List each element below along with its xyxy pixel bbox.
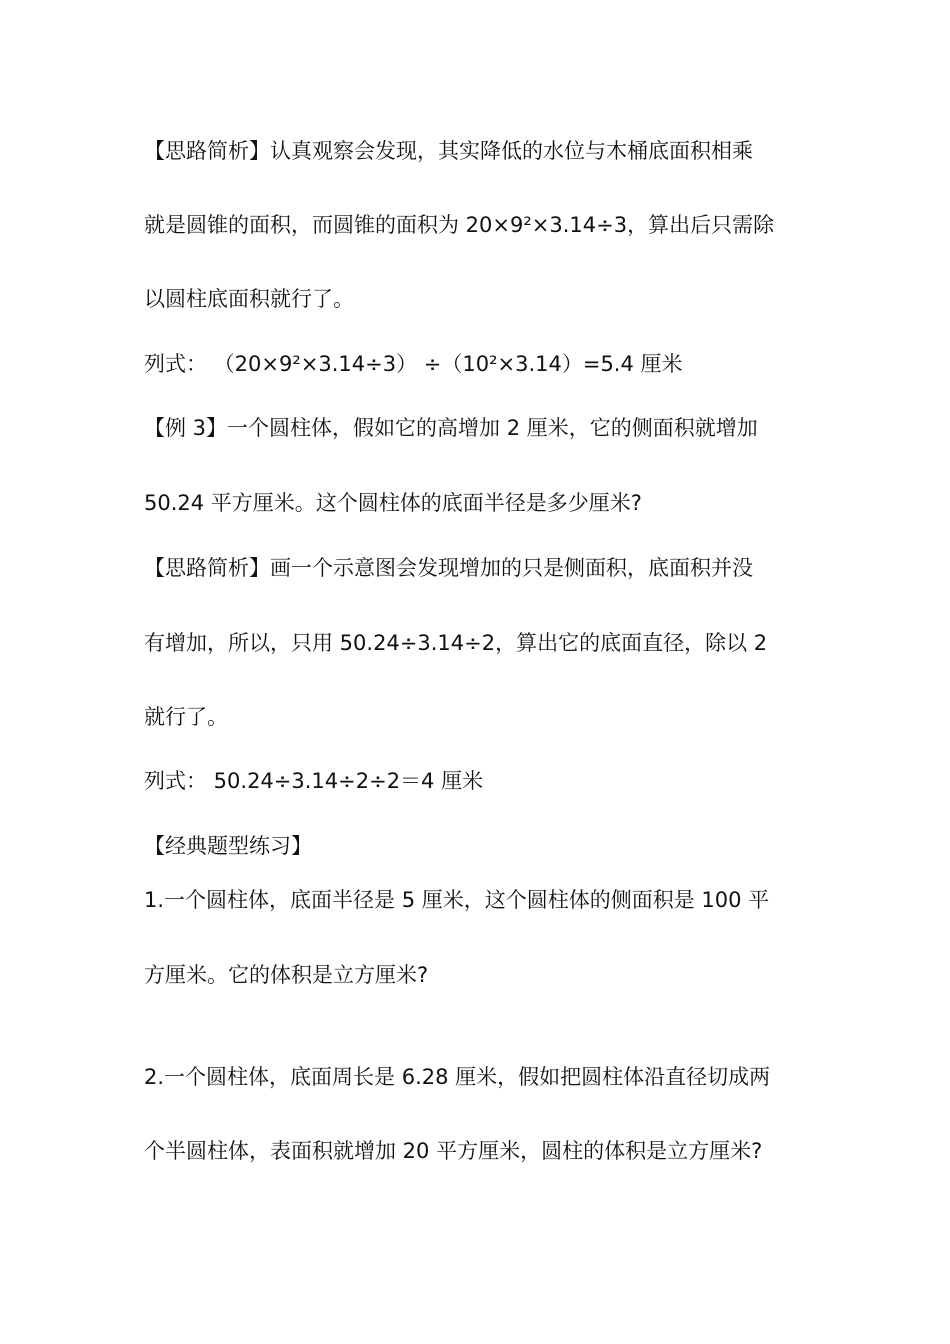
practice-1-line-1: 1.一个圆柱体，底面半径是 5 厘米，这个圆柱体的侧面积是 100 平 xyxy=(144,888,770,912)
practice-heading: 【经典题型练习】 xyxy=(144,834,312,858)
practice-1-line-2: 方厘米。它的体积是立方厘米? xyxy=(144,963,429,987)
analysis-2-line-3: 就行了。 xyxy=(144,705,228,729)
analysis-2-line-2: 有增加，所以，只用 50.24÷3.14÷2，算出它的底面直径，除以 2 xyxy=(144,631,768,655)
example-3-line-1: 【例 3】一个圆柱体，假如它的高增加 2 厘米，它的侧面积就增加 xyxy=(144,416,758,440)
formula-line-2: 列式： 50.24÷3.14÷2÷2＝4 厘米 xyxy=(144,769,484,793)
analysis-line-1: 【思路简析】认真观察会发现，其实降低的水位与木桶底面积相乘 xyxy=(144,139,753,163)
formula-line-1: 列式： （20×9²×3.14÷3） ÷（10²×3.14）=5.4 厘米 xyxy=(144,352,683,376)
analysis-line-2: 就是圆锥的面积，而圆锥的面积为 20×9²×3.14÷3，算出后只需除 xyxy=(144,213,775,237)
example-3-line-2: 50.24 平方厘米。这个圆柱体的底面半径是多少厘米? xyxy=(144,491,642,515)
analysis-2-line-1: 【思路简析】画一个示意图会发现增加的只是侧面积，底面积并没 xyxy=(144,556,753,580)
practice-2-line-2: 个半圆柱体，表面积就增加 20 平方厘米，圆柱的体积是立方厘米? xyxy=(144,1139,763,1163)
practice-2-line-1: 2.一个圆柱体，底面周长是 6.28 厘米，假如把圆柱体沿直径切成两 xyxy=(144,1065,771,1089)
analysis-line-3: 以圆柱底面积就行了。 xyxy=(144,287,354,311)
